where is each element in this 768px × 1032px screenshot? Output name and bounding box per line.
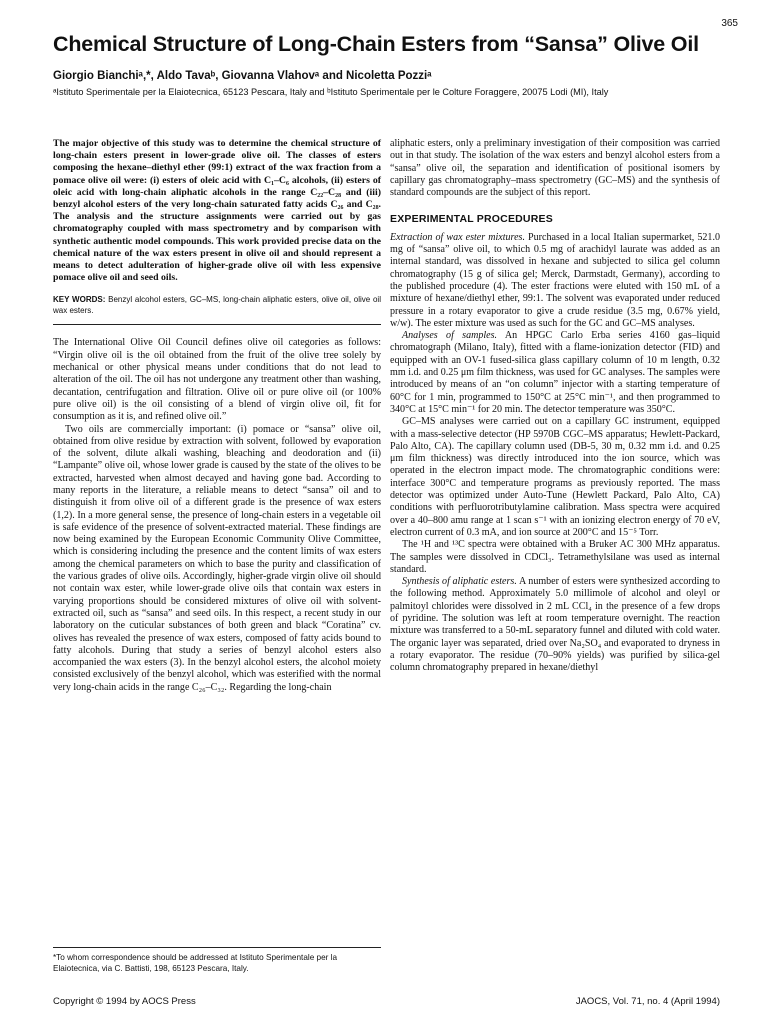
section-heading-experimental: EXPERIMENTAL PROCEDURES: [390, 213, 553, 226]
introduction: [53, 337, 381, 694]
right-column: [390, 138, 720, 674]
copyright-footer: Copyright © 1994 by AOCS Press: [53, 996, 196, 1007]
intro-paragraph: Two oils are commercially important: (i) pomace or “sansa” olive oil, obtained from olive residue by extraction with solvent, followed by evaporation of the solvent, dilute alkali washing, bleaching and deodoration and (ii) “Lampante” olive oil, whose lower grade is caused by the state of the olives to be extracted, harvested when almost decayed and having gone bad. According to many reports in the literature, a reliable means to detect “sansa” oil and to distinguish it from olive oil of a different grade is the presence of wax esters (1,2). In a more general sense, the presence of long-chain esters in a vegetable oil is safe evidence of the presence of solvent-extracted material. These findings are now being examined by the European Economic Community Olive Committee, which is considering including the presence and the content limits of wax esters among the chemical parameters on which to base the purity and classification of the various grades of olive oils. Accordingly, higher-grade virgin olive oil should not contain wax ester, while lower-grade olive oils that contain wax esters in varying proportions should be considered mixtures of olive oil with solvent-extracted oil, such as “sansa” and seed oils. In this respect, a recent study in our laboratory on the cuticular substances of both green and black “Coratina” cv. olives has revealed the presence of wax esters, composed of fatty acids bound to fatty alcohols. During that study a series of benzyl alcohol esters also accompanied the wax esters (3). In the benzyl alcohol esters, the alcohol moiety consisted exclusively of the benzyl alcohol, which was esterified with the normal very long-chain acids in the range C₂₆–C₃₂. Regarding the long-chain: [53, 423, 381, 693]
experimental-paragraph: [390, 539, 720, 576]
keywords-text: Benzyl alcohol esters, GC–MS, long-chain aliphatic esters, olive oil, olive oil wax esters.: [53, 295, 381, 316]
abstract: The major objective of this study was to determine the chemical structure of long-chain esters present in lower-grade olive oil. The classes of esters composing the hexane–diethyl ether (99:1) extract of the wax fraction from a pomace olive oil were: (i) esters of oleic acid with C₁–C₆ alcohols, (ii) esters of oleic acid with long-chain aliphatic alcohols in the range C₂₂–C₂₈ and (iii) benzyl alcohol esters of the very long-chain saturated fatty acids C₂₆ and C₂₈. The analysis and the structure assignments were carried out by gas chromatography coupled with mass spectrometry and by comparison with synthetic authentic model compounds. This work provided precise data on the chemical nature of the wax esters present in olive oil and should represent a means to detect adulteration of higher-grade olive oil with less expensive pomace olive oil and seed oils.: [53, 138, 381, 284]
run-in-heading: Synthesis of aliphatic esters.: [402, 576, 517, 588]
author-list: Giorgio Bianchiᵃ,*, Aldo Tavaᵇ, Giovanna Vlahovᵃ and Nicoletta Pozziᵃ: [53, 70, 432, 82]
page-number: 365: [721, 18, 738, 29]
paragraph-text: A number of esters were synthesized according to the following method. Approximately 5.0 millimole of alcohol and oleyl or palmitoyl chlorides were dissolved in 2 mL CCl₄ in the presence of a few drops of pyridine. The solution was left at room temperature overnight. The reaction mixture was transferred to a 50-mL separatory funnel and diluted with cold water. The organic layer was separated, dried over Na₂SO₄ and evaporated to dryness in a rotary evaporator. The residue (70–90% yields) was purified by silica-gel column chromatography prepared in hexane/diethyl: [390, 576, 720, 674]
journal-footer: JAOCS, Vol. 71, no. 4 (April 1994): [575, 996, 720, 1007]
experimental-paragraph: [390, 330, 720, 416]
paragraph-text: The ¹H and ¹³C spectra were obtained with a Bruker AC 300 MHz apparatus. The samples were dissolved in CDCl₃. Tetramethylsilane was used as internal standard.: [390, 539, 720, 575]
run-in-heading: Analyses of samples.: [402, 330, 498, 342]
author-affiliations: ᵃIstituto Sperimentale per la Elaiotecnica, 65123 Pescara, Italy and ᵇIstituto Sperimentale per le Colture Foraggere, 20075 Lodi (MI), Italy: [53, 87, 609, 97]
article-title: Chemical Structure of Long-Chain Esters from “Sansa” Olive Oil: [53, 32, 699, 56]
correspondence-footnote: *To whom correspondence should be addressed at Istituto Sperimentale per la Elaiotecnica, via C. Battisti, 198, 65123 Pescara, Italy.: [53, 947, 381, 974]
intro-paragraph: The International Olive Oil Council defines olive oil categories as follows: “Virgin olive oil is the oil obtained from the fruit of the olive tree solely by mechanical or other physical means under conditions that do not lead to alteration of the oil. The oil has not undergone any treatment other than washing, decantation, centrifugation and filtration. Olive oil or pure olive oil (or 100% pure olive oil) is the oil consisting of a blend of virgin olive oil, fit for consumption as it is, and refined olive oil.”: [53, 337, 381, 423]
experimental-paragraph: [390, 416, 720, 539]
keywords-heading: KEY WORDS:: [53, 295, 106, 305]
paragraph-text: Purchased in a local Italian supermarket, 521.0 mg of “sansa” olive oil, to which 0.5 mg of arachidyl laurate was added as an internal standard, was dissolved in hexane and subjected to silica gel column chromatography (15 g of silica gel; Merck, Darmstadt, Germany), according to the published procedure (4). The ester fractions were eluted with 150 mL of a mixture of hexane/diethyl ether, 99:1. The solvent was evaporated under reduced pressure in a rotary evaporator to give a crude residue (3.5 mg, 0.67% yield, w/w). The ester mixture was used as such for the GC and GC–MS analyses.: [390, 231, 720, 329]
intro-continuation: aliphatic esters, only a preliminary investigation of their composition was carried out in that study. The isolation of the wax esters and benzyl alcohol esters from a “sansa” olive oil, the separation and identification of positional isomers by capillary gas chromatography–mass spectrometry (GC–MS) and the synthesis of standard compounds are the subject of this report.: [390, 138, 720, 199]
paragraph-text: An HPGC Carlo Erba series 4160 gas–liquid chromatograph (Milano, Italy), fitted with a flame-ionization detector (FID) and equipped with an OV-1 fused-silica glass capillary column of 10 m length, 0.32 mm i.d. and 0.25 μm film thickness, was used for GC analyses. The samples were introduced by means of an “on column” injector with a starting temperature of 60°C for 1 min, programmed to 150°C at 25°C min⁻¹, and then programmed to 340°C at 15°C min⁻¹ for 20 min. The detector temperature was 350°C.: [390, 330, 721, 415]
paragraph-text: GC–MS analyses were carried out on a capillary GC instrument, equipped with a mass-selective detector (HP 5970B CGC–MS apparatus; Hewlett-Packard, Palo Alto, CA). The capillary column used (DB-5, 30 m, 0.32 mm i.d. and 0.25 μm film thickness) was directly introduced into the ion source, which was operated in the electron impact mode. The chromatographic conditions were: interface 300°C and temperature programs as previously reported. The mass detector was optimized under Auto-Tune (Hewlett Packard, Palo Alto, CA) conditions with perfluorotributylamine calibration. Mass spectra were acquired over a 40–800 amu range at 1 scan s⁻¹ with an ionizing electron energy of 70 eV, electron current of 0.3 mA, and ion source at 200°C and 15⁻⁵ Torr.: [390, 416, 720, 538]
keywords-block: [53, 294, 381, 325]
experimental-paragraph: [390, 232, 720, 330]
experimental-paragraph: [390, 576, 720, 674]
run-in-heading: Extraction of wax ester mixtures.: [390, 231, 525, 243]
left-column: [53, 138, 381, 694]
